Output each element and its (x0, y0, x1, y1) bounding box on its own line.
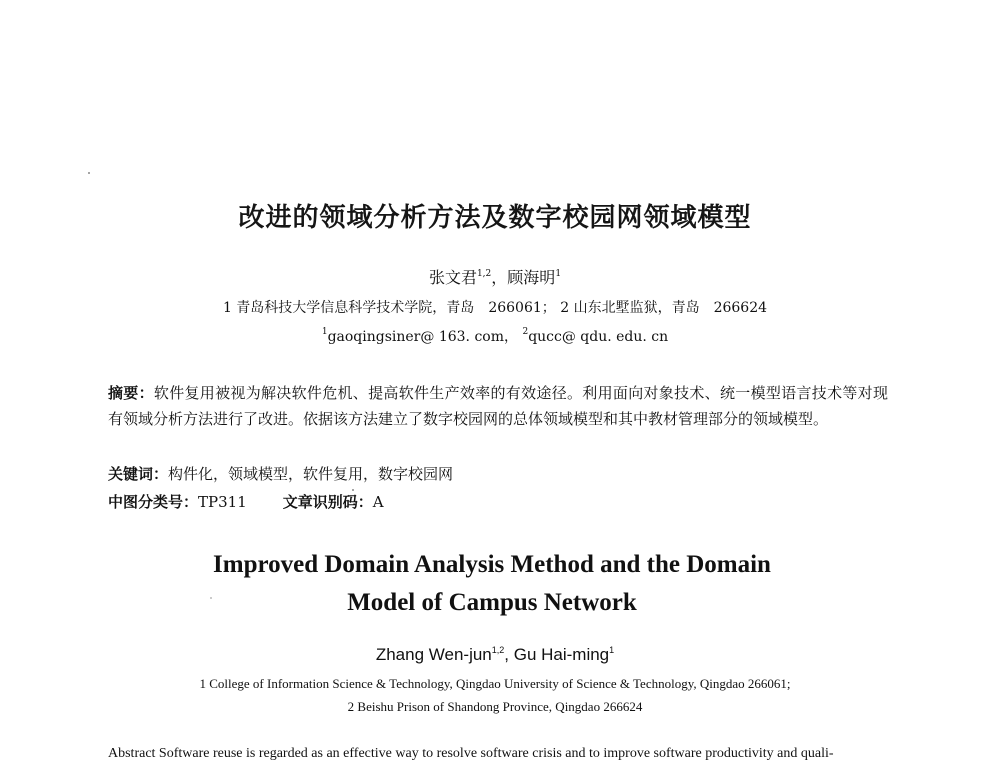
email-1: gaoqingsiner@ 163. com， (327, 329, 518, 345)
affiliation-1: 1 青岛科技大学信息科学技术学院，青岛 (222, 300, 475, 316)
english-authors (0, 645, 990, 665)
email-superscript: 1 (321, 327, 328, 337)
keywords-label: 关键词： (108, 465, 169, 483)
classification-line (108, 491, 384, 512)
clc-label: 中图分类号： (108, 493, 199, 511)
chinese-affiliations (0, 297, 990, 317)
scan-speck (88, 172, 90, 174)
english-abstract-partial: Abstract Software reuse is regarded as an effective way to resolve software crisis and to improve software productivity and quali- (108, 746, 834, 761)
author-name: 张文君 (428, 268, 477, 287)
author-name: Zhang Wen-jun (375, 645, 492, 664)
keywords-line (108, 463, 453, 484)
author-name: Gu Hai-ming (513, 645, 610, 664)
document-code-value: A (372, 493, 384, 511)
clc-value: TP311 (198, 493, 247, 511)
english-title-line-1: Improved Domain Analysis Method and the Domain (213, 551, 771, 578)
author-emails (0, 326, 990, 346)
english-title (0, 546, 984, 622)
author-name: 顾海明 (507, 268, 556, 287)
affiliation-superscript: 1 (609, 645, 615, 655)
document-code-label: 文章识别码： (282, 493, 373, 511)
english-title-line-2: Model of Campus Network (347, 589, 637, 616)
affiliation-2: 2 山东北墅监狱，青岛 (560, 300, 700, 316)
email-2: qucc@ qdu. edu. cn (528, 329, 669, 345)
author-separator: , (504, 645, 514, 664)
english-affiliation-1: 1 College of Information Science & Technology, Qingdao University of Science & Technology, Qingdao 266061; (199, 676, 791, 691)
zip-code-2: 266624 (713, 300, 768, 316)
abstract-label: 摘要： (108, 384, 154, 402)
chinese-authors (0, 265, 990, 288)
chinese-abstract (108, 380, 888, 432)
english-affiliation-2: 2 Beishu Prison of Shandong Province, Qingdao 266624 (347, 699, 643, 714)
affiliation-superscript: 1,2 (491, 645, 505, 655)
affiliation-superscript: 1 (555, 269, 562, 279)
affiliation-superscript: 1,2 (476, 269, 492, 279)
chinese-title: 改进的领域分析方法及数字校园网领域模型 (238, 203, 752, 233)
email-superscript: 2 (522, 327, 529, 337)
zip-code-1: 266061； (488, 300, 556, 316)
keywords-text: 构件化，领域模型，软件复用，数字校园网 (168, 465, 454, 483)
abstract-text: 软件复用被视为解决软件危机、提高软件生产效率的有效途径。利用面向对象技术、统一模型语言技术等对现有领域分析方法进行了改进。依据该方法建立了数字校园网的总体领域模型和其中教材管理部分的领域模型。 (108, 384, 888, 428)
author-separator: ， (491, 268, 508, 287)
